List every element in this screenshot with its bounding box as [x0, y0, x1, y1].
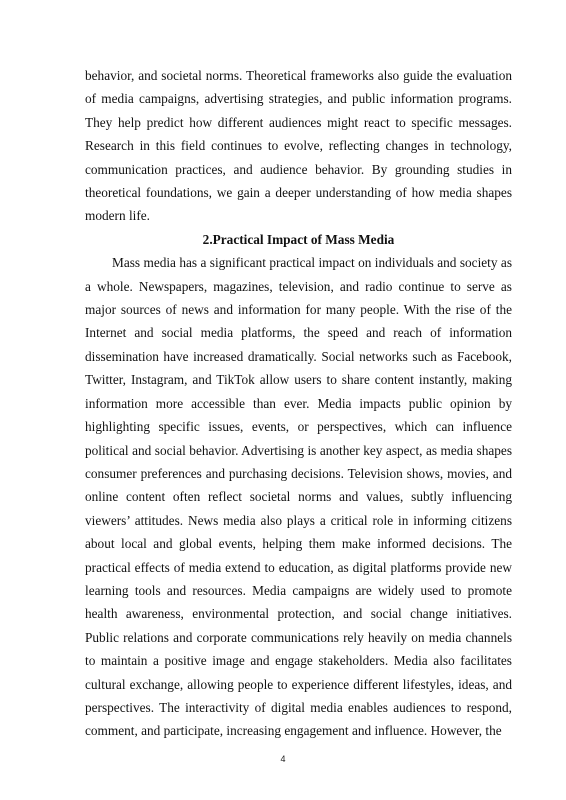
section-heading: 2.Practical Impact of Mass Media — [202, 231, 395, 247]
page-body — [85, 64, 512, 743]
section-paragraph: Mass media has a significant practical impact on individuals and society as a whole. Newspapers, magazines, television, and radio continue to serve as major sources of news and information for many people. With the rise of the Internet and social media platforms, the speed and reach of information dissemination have increased dramatically. Social networks such as Facebook, Twitter, Instagram, and TikTok allow users to share content instantly, making information more accessible than ever. Media impacts public opinion by highlighting specific issues, events, or perspectives, which can influence political and social behavior. Advertising is another key aspect, as media shapes consumer preferences and purchasing decisions. Television shows, movies, and online content often reflect societal norms and values, subtly influencing viewers’ attitudes. News media also plays a critical role in informing citizens about local and global events, helping them make informed decisions. The practical effects of media extend to education, as digital platforms provide new learning tools and resources. Media campaigns are widely used to promote health awareness, environmental protection, and social change initiatives. Public relations and corporate communications rely heavily on media channels to maintain a positive image and engage stakeholders. Media also facilitates cultural exchange, allowing people to experience different lifestyles, ideas, and perspectives. The interactivity of digital media enables audiences to respond, comment, and participate, increasing engagement and influence. However, the — [85, 255, 512, 739]
page-number: 4 — [280, 754, 286, 764]
continued-paragraph: behavior, and societal norms. Theoretical frameworks also guide the evaluation of media campaigns, advertising strategies, and public information programs. They help predict how different audiences might react to specific messages. Research in this field continues to evolve, reflecting changes in technology, communication practices, and audience behavior. By grounding studies in theoretical foundations, we gain a deeper understanding of how media shapes modern life. — [85, 68, 512, 224]
